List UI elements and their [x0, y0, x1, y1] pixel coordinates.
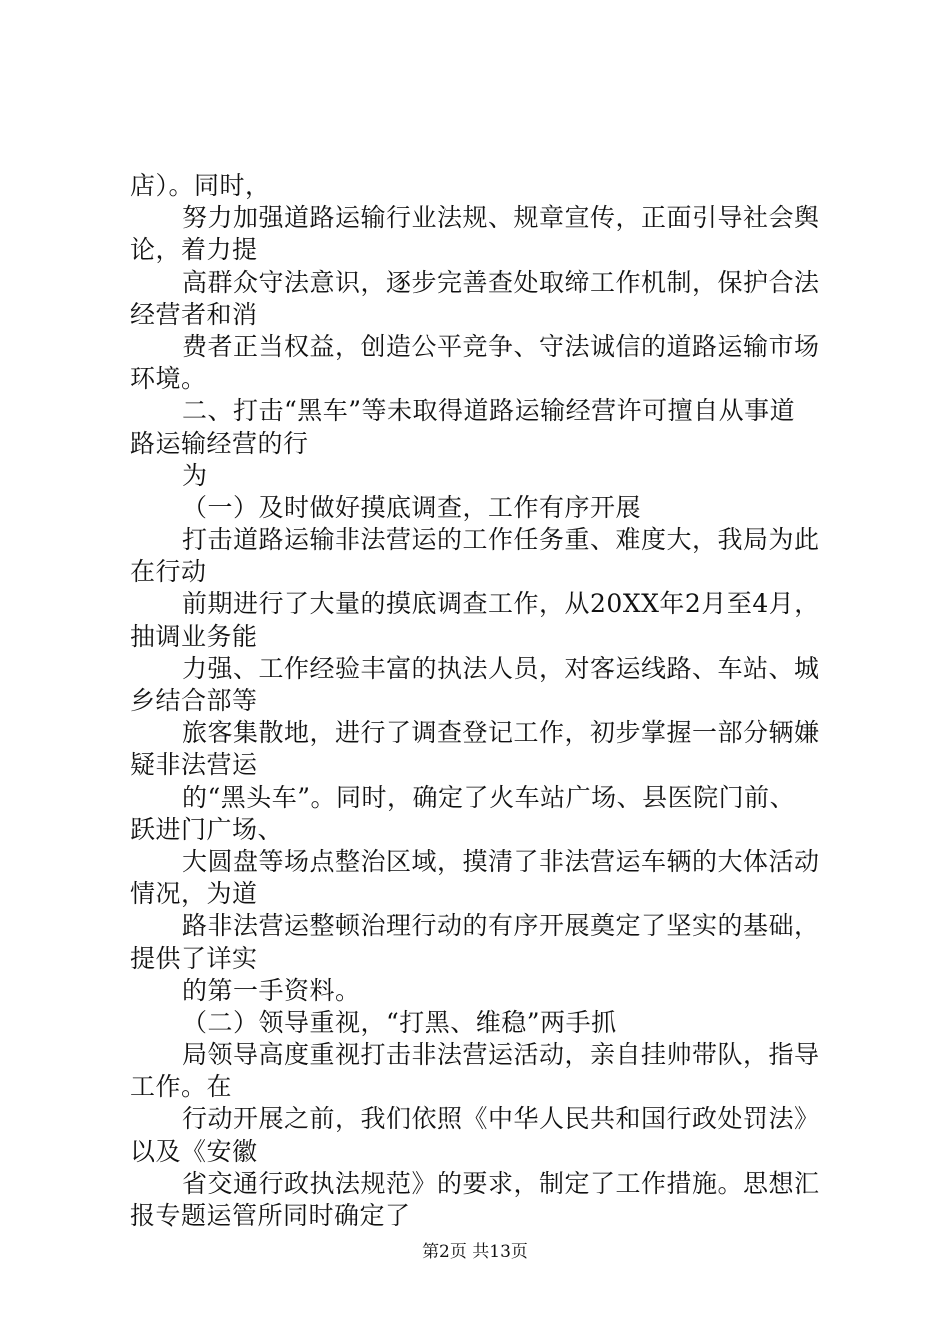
text-line: 在行动 — [130, 557, 207, 587]
text-line: 大圆盘等场点整治区域，摸清了非法营运车辆的大体活动 — [182, 846, 820, 876]
text-line: 旅客集散地，进行了调查登记工作，初步掌握一部分辆嫌 — [182, 718, 820, 748]
text-line: 论，着力提 — [130, 235, 258, 265]
page-footer: 第2页 共13页 — [422, 1242, 528, 1262]
text-line: 跃进门广场、 — [130, 814, 284, 844]
text-line: 工作。在 — [130, 1072, 233, 1102]
text-line: 省交通行政执法规范》的要求，制定了工作措施。思想汇 — [182, 1168, 820, 1198]
text-line: 努力加强道路运输行业法规、规章宣传，正面引导社会舆 — [182, 203, 820, 233]
text-line: 报专题运管所同时确定了 — [130, 1201, 411, 1230]
text-line: 路运输经营的行 — [130, 428, 309, 458]
text-line: 前期进行了大量的摸底调查工作，从20XX年2月至4月， — [182, 589, 820, 619]
text-line: 店）。同时， — [130, 171, 271, 200]
text-line: 的第一手资料。 — [182, 975, 361, 1005]
document-body — [130, 170, 830, 1232]
text-line: 局领导高度重视打击非法营运活动，亲自挂帅带队，指导 — [182, 1040, 820, 1070]
text-line: 抽调业务能 — [130, 621, 258, 651]
text-line: 高群众守法意识，逐步完善查处取缔工作机制，保护合法 — [182, 267, 820, 297]
text-line: 环境。 — [130, 364, 207, 394]
text-line: 经营者和消 — [130, 299, 258, 329]
text-line: 以及《安徽 — [130, 1136, 258, 1166]
text-line: 为 — [182, 460, 208, 490]
text-line: 力强、工作经验丰富的执法人员，对客运线路、车站、城 — [182, 653, 820, 683]
text-line: 费者正当权益，创造公平竞争、守法诚信的道路运输市场 — [182, 331, 820, 361]
text-line: 情况，为道 — [130, 879, 258, 909]
text-line: 行动开展之前，我们依照《中华人民共和国行政处罚法》 — [182, 1104, 820, 1134]
text-line: 路非法营运整顿治理行动的有序开展奠定了坚实的基础， — [182, 911, 820, 941]
text-line: （一）及时做好摸底调查，工作有序开展 — [182, 492, 642, 522]
text-line: 二、打击“黑车”等未取得道路运输经营许可擅自从事道 — [182, 396, 796, 426]
text-line: 提供了详实 — [130, 943, 258, 973]
text-line: （二）领导重视，“打黑、维稳”两手抓 — [182, 1007, 617, 1037]
text-line: 疑非法营运 — [130, 750, 258, 780]
text-line: 打击道路运输非法营运的工作任务重、难度大，我局为此 — [182, 525, 820, 555]
text-line: 乡结合部等 — [130, 686, 258, 715]
text-line: 的“黑头车”。同时，确定了火车站广场、县医院门前、 — [182, 782, 796, 812]
